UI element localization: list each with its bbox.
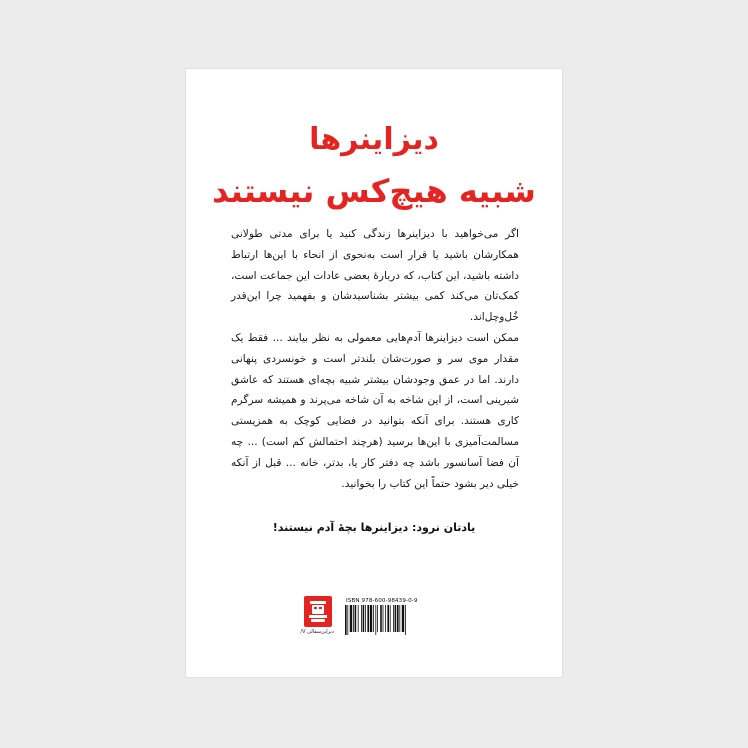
barcode-bar: [377, 605, 378, 632]
barcode-bar: [402, 605, 404, 632]
barcode-bar: [399, 605, 400, 632]
barcode-bar: [355, 605, 357, 632]
isbn-text: ISBN 978-600-98439-0-9: [346, 598, 418, 604]
barcode-block: [344, 597, 428, 635]
title-line-1: دیزاینرها: [309, 122, 439, 157]
barcode-bar: [365, 605, 366, 632]
barcode-bar: [347, 605, 348, 635]
blurb-paragraph-1: اگر می‌خواهید با دیزاینرها زندگی کنید یا برای مدتی طولانی همکارشان باشید یا قرار است به‌نحوی از انحاء با این‌ها ارتباط داشته باشید، این کتاب، که دربارۀ بعضی عادات این جماعت است، کمک‌تان می‌کند کمی بیشتر بشناسیدشان و بفهمید چرا این‌قدر خُل‌وچل‌اند.: [230, 228, 519, 324]
barcode-bar: [387, 605, 389, 632]
barcode-bar: [363, 605, 365, 632]
blurb: [231, 224, 519, 494]
barcode-bar: [385, 605, 386, 632]
barcode-bar: [350, 605, 352, 632]
barcode-bar: [353, 605, 354, 632]
barcode-bar: [390, 605, 391, 632]
blurb-paragraph-2: ممکن است دیزاینرها آدم‌هایی معمولی به نظر بیایند ... فقط یک مقدار موی سر و صورت‌شان بلندتر است و خونسردی پنهانی دارند. اما در عمق وجودشان بیشتر شبیه بچه‌ای هستند که عاشق شیرینی است، از این شاخه به آن شاخه می‌پرند و همیشه سرگرم کاری هستند. برای آنکه بتوانید در فضایی کوچک به همزیستی مسالمت‌آمیزی با این‌ها برسید (هرچند احتمالش کم است) ... چه آن فضا آسانسور باشد چه دفتر کار یا، بدتر، خانه ... قبل از آنکه خیلی دیر بشود حتماً این کتاب را بخوانید.: [231, 331, 519, 490]
barcode: [344, 605, 428, 635]
barcode-bar: [397, 605, 399, 632]
barcode-bar: [395, 605, 397, 632]
barcode-bar: [361, 605, 362, 632]
barcode-bar: [345, 605, 347, 635]
barcode-bar: [375, 605, 376, 635]
barcode-bar: [393, 605, 394, 632]
publisher-logo: [300, 596, 334, 640]
title-line-2: شبیه هیچ‌کس نیستند: [212, 172, 536, 210]
tagline: یادتان نرود: دیزاینرها بچۀ آدم نیستند!: [272, 521, 476, 534]
barcode-bar: [367, 605, 369, 632]
publisher-label: دیزاین‌سفالی: [307, 629, 334, 635]
publisher-logo-icon: [304, 596, 332, 627]
barcode-bar: [380, 605, 382, 632]
publisher-number: V/: [300, 629, 306, 635]
barcode-bar: [358, 605, 359, 632]
barcode-bar: [370, 605, 372, 632]
book-back-cover: [186, 69, 562, 677]
publisher-name: [300, 629, 334, 635]
barcode-bar: [383, 605, 384, 632]
barcode-bar: [373, 605, 374, 632]
barcode-bar: [405, 605, 406, 635]
